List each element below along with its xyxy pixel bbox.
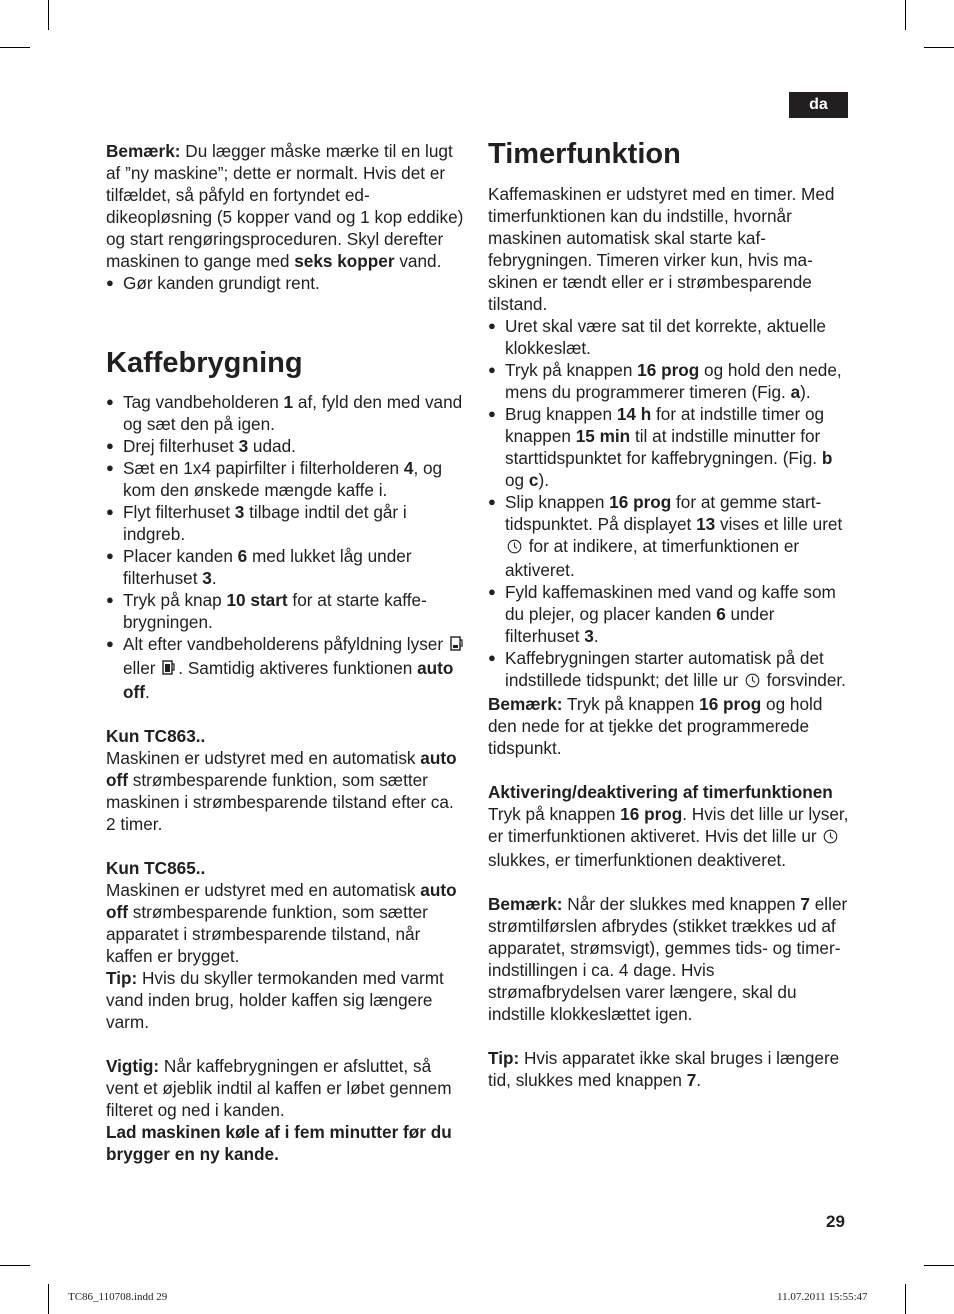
crop-mark: [905, 1284, 906, 1314]
small-carafe-icon: [450, 635, 464, 657]
clock-icon: [507, 537, 522, 559]
list-item: ● Sæt en 1x4 papirfilter i filterholderen 4, og kom den ønskede mængde kaffe i.: [106, 457, 468, 501]
language-tab: da: [789, 92, 848, 118]
tc865-paragraph: Maskinen er udstyret med en automatisk auto off strømbesparende funktion, som sætter apparatet i strømbesparende tilstand, når kaffen er brygget.: [106, 880, 457, 966]
note-paragraph: Bemærk: Tryk på knappen 16 prog og hold den nede for at tjekke det programmerede tidspunkt.: [488, 694, 823, 758]
list-item: ● Uret skal være sat til det korrekte, aktuelle klokkeslæt.: [488, 315, 850, 359]
tc863-paragraph: Maskinen er udstyret med en automatisk auto off strømbesparende funktion, som sætter maskinen i strømbesparende tilstand efter ca. 2 timer.: [106, 748, 457, 834]
crop-mark: [0, 1265, 30, 1266]
crop-mark: [48, 0, 49, 30]
tip-paragraph: Tip: Hvis du skyller termokanden med varmt vand inden brug, holder kaffen sig længere varm.: [106, 968, 444, 1032]
crop-mark: [0, 47, 30, 48]
section-heading-timerfunktion: Timerfunktion: [488, 138, 681, 170]
list-item: ● Kaffebrygningen starter automatisk på det indstillede tidspunkt; det lille ur forsvinder.: [488, 647, 850, 693]
list-item: ● Fyld kaffemaskinen med vand og kaffe som du plejer, og placer kanden 6 under filterhuset 3.: [488, 581, 850, 647]
important-paragraph: Vigtig: Når kaffebrygningen er afsluttet, så vent et øjeblik indtil al kaffen er løbet gennem filteret og ned i kanden.: [106, 1056, 452, 1120]
clock-icon: [823, 827, 838, 849]
subheading-tc865: Kun TC865..: [106, 858, 206, 878]
slug-timestamp: 11.07.2011 15:55:47: [777, 1291, 868, 1303]
timer-steps: [488, 315, 850, 693]
list-item: ● Tag vandbeholderen 1 af, fyld den med vand og sæt den på igen.: [106, 391, 468, 435]
crop-mark: [924, 1265, 954, 1266]
list-item: ● Flyt filterhuset 3 tilbage indtil det går i indgreb.: [106, 501, 468, 545]
note-paragraph: Bemærk: Du lægger måske mærke til en lugt af ”ny maskine”; dette er normalt. Hvis det er tilfældet, så påfyld en fortyndet eddikeopløsning (5 kopper vand og 1 kop eddike) og start rengøringsproceduren. Skyl derefter maskinen to gange med seks kopper vand.: [106, 141, 464, 271]
list-item: ● Gør kanden grundigt rent.: [106, 272, 468, 294]
section-heading-kaffebrygning: Kaffebrygning: [106, 347, 303, 379]
list-item: ● Brug knappen 14 h for at indstille timer og knappen 15 min til at indstille minutter for starttidspunktet for kaffebrygningen. (Fig. b og c).: [488, 403, 850, 491]
list-item: ● Slip knappen 16 prog for at gemme starttidspunktet. På displayet 13 vises et lille uret for at indikere, at timerfunktionen er aktiveret.: [488, 491, 850, 581]
left-column: [106, 140, 468, 1165]
large-carafe-icon: [162, 659, 176, 681]
note-list: [106, 272, 468, 294]
list-item: ● Tryk på knap 10 start for at starte kaffebrygningen.: [106, 589, 468, 633]
crop-mark: [48, 1284, 49, 1314]
right-column: [488, 137, 850, 1091]
subheading-tc863: Kun TC863..: [106, 726, 206, 746]
crop-mark: [924, 47, 954, 48]
note-paragraph: Bemærk: Når der slukkes med knappen 7 eller strømtilførslen afbrydes (stikket trækkes ud af apparatet, strømsvigt), gemmes tids- og timer-indstillingen i ca. 4 dage. Hvis strømafbrydelsen varer længere, skal du indstille klokkeslættet igen.: [488, 894, 848, 1024]
important-bold-paragraph: Lad maskinen køle af i fem minutter før du brygger en ny kande.: [106, 1122, 452, 1164]
timer-intro: Kaffemaskinen er udstyret med en timer. Med timerfunktionen kan du indstille, hvornår maskinen automatisk skal starte kaffebrygningen. Timeren virker kun, hvis maskinen er tændt eller er i strømbesparende tilstand.: [488, 184, 835, 314]
clock-icon: [745, 671, 760, 693]
slug-filename: TC86_110708.indd 29: [68, 1291, 168, 1303]
activation-paragraph: Tryk på knappen 16 prog. Hvis det lille ur lyser, er timerfunktionen aktiveret. Hvis det lille ur slukkes, er timerfunktionen deaktiveret.: [488, 804, 849, 870]
page-number: 29: [826, 1212, 845, 1231]
tip-paragraph: Tip: Hvis apparatet ikke skal bruges i længere tid, slukkes med knappen 7.: [488, 1048, 840, 1090]
crop-mark: [905, 0, 906, 30]
list-item: ● Drej filterhuset 3 udad.: [106, 435, 468, 457]
list-item: ● Tryk på knappen 16 prog og hold den nede, mens du programmerer timeren (Fig. a).: [488, 359, 850, 403]
list-item: ● Alt efter vandbeholderens påfyldning lyser eller . Samtidig aktiveres funktionen auto off.: [106, 633, 468, 703]
subheading-activation: Aktivering/deaktivering af timerfunktionen: [488, 782, 833, 802]
brewing-steps: [106, 391, 468, 703]
list-item: ● Placer kanden 6 med lukket låg under filterhuset 3.: [106, 545, 468, 589]
